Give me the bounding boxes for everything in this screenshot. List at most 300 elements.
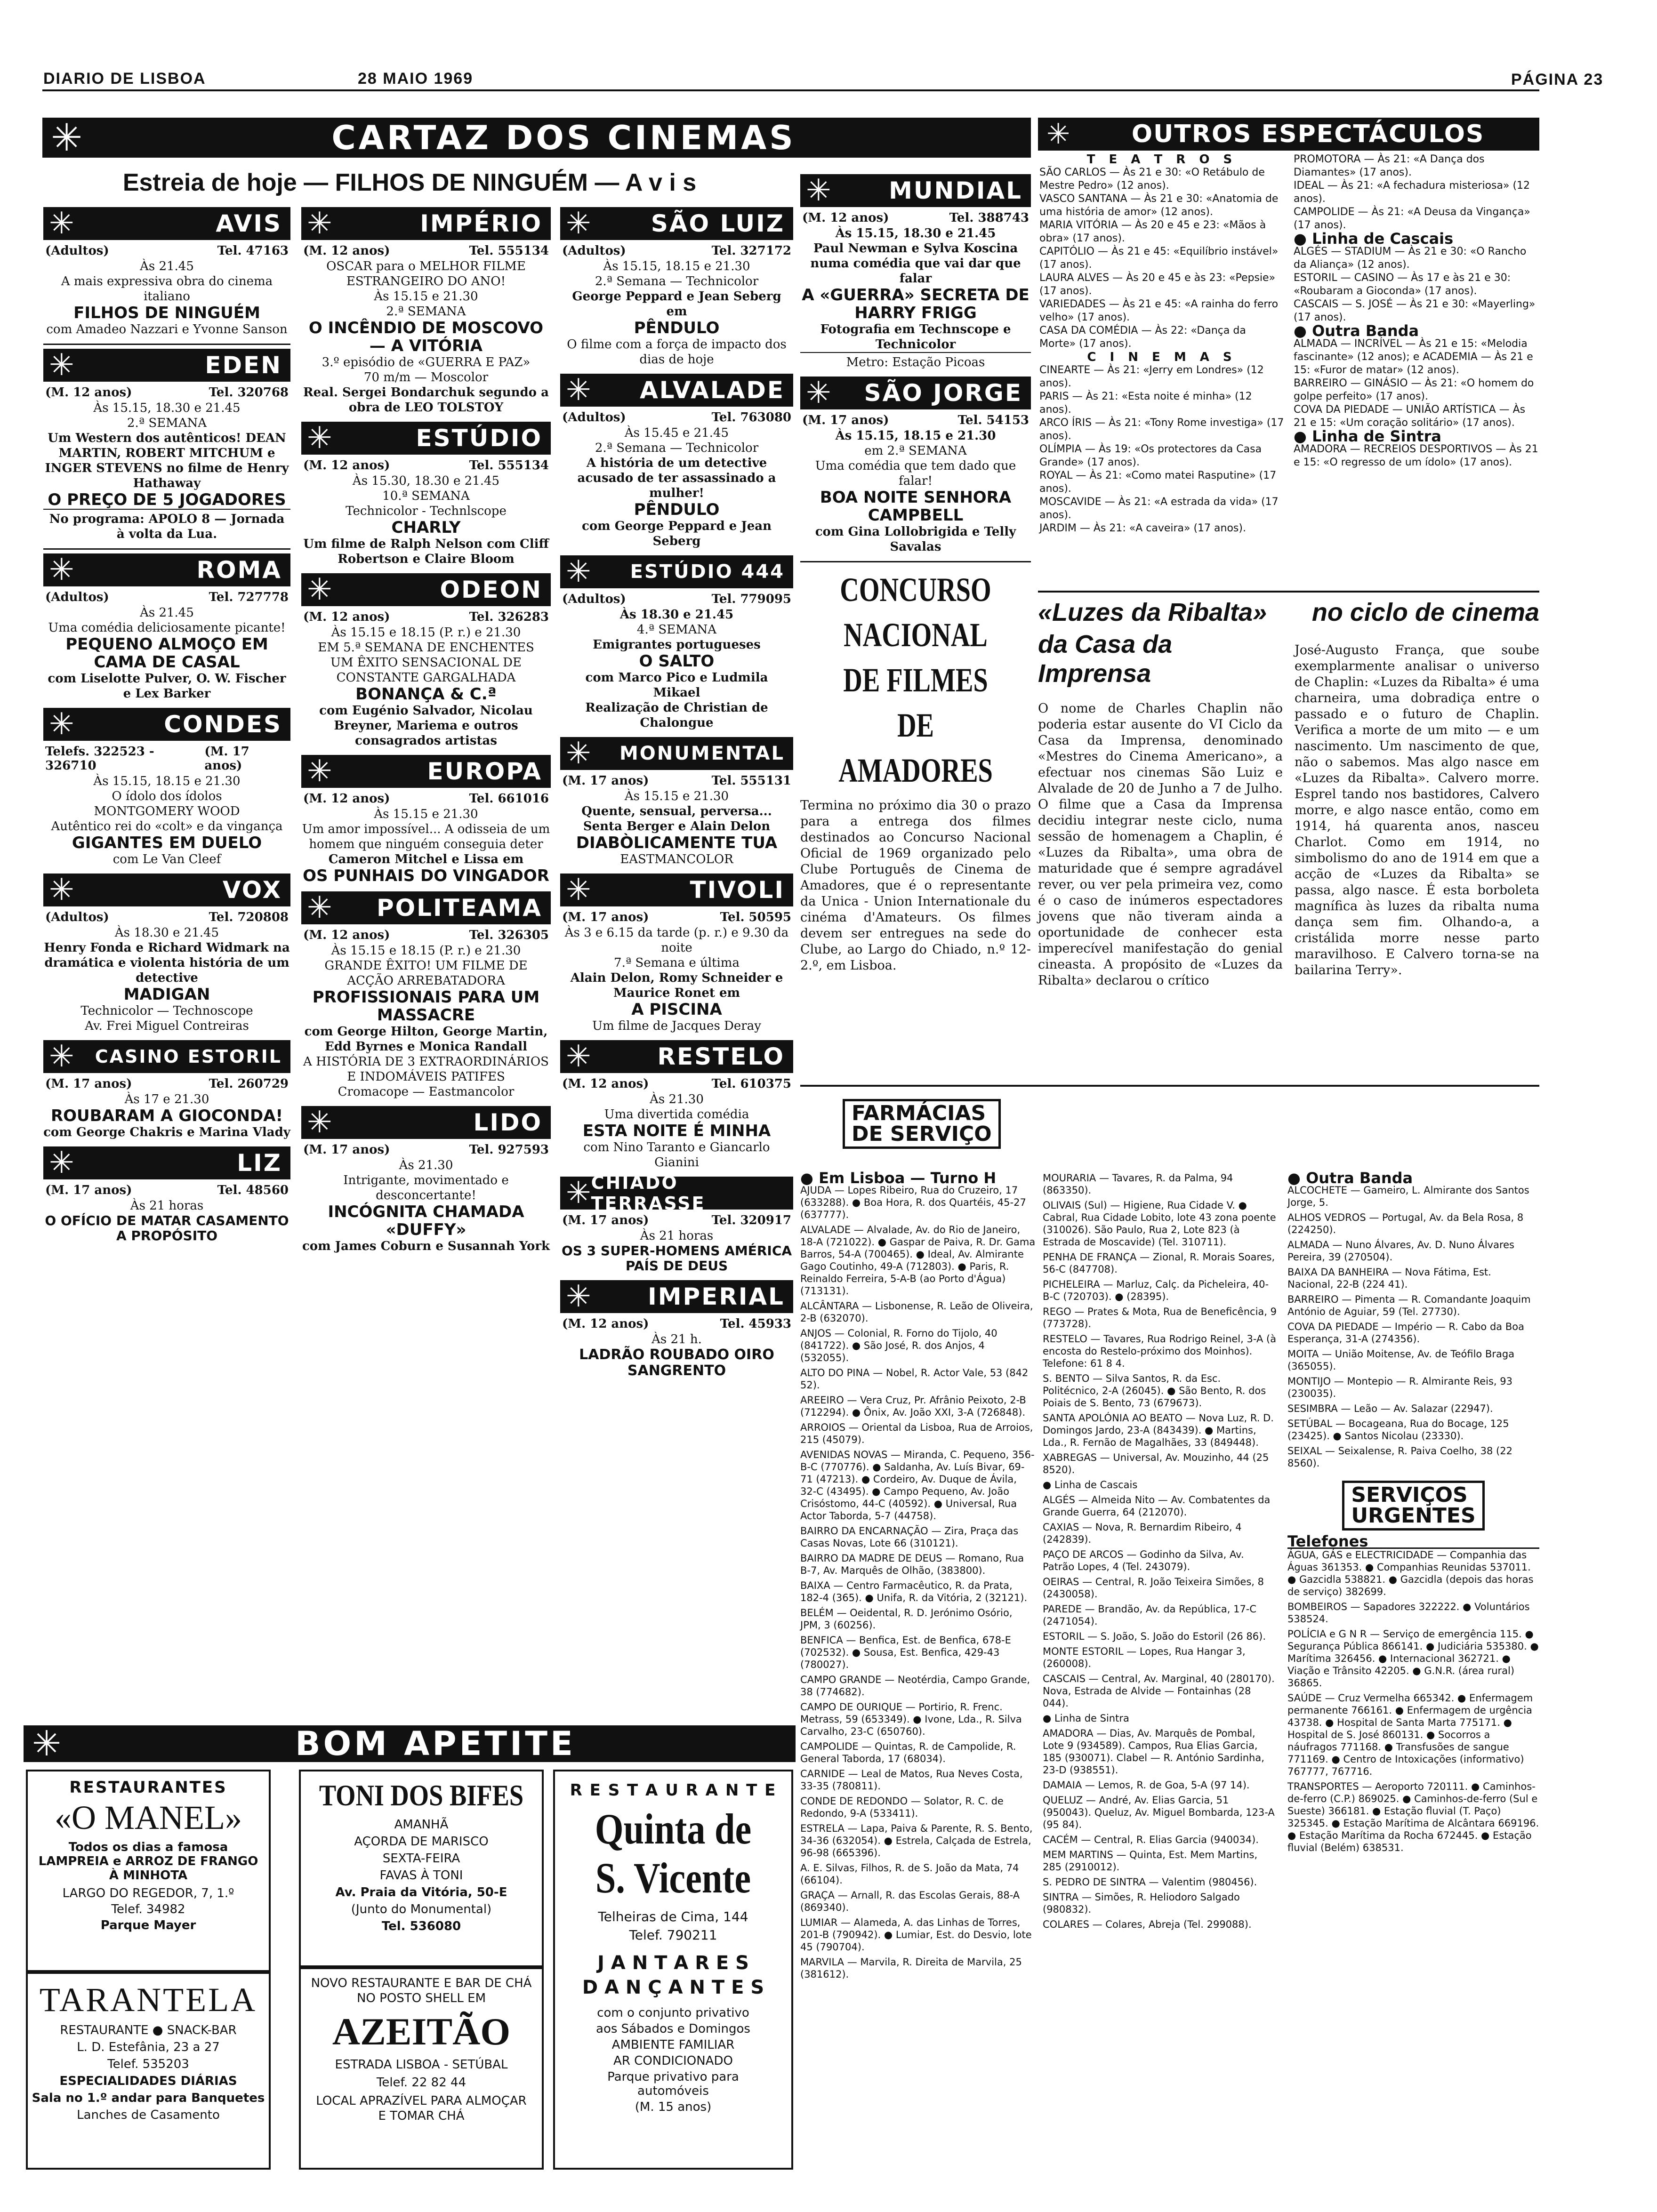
pharmacy-entry: ESTORIL — S. João, S. João do Estoril (26 86). xyxy=(1043,1631,1266,1642)
ad-line: FAVAS À TONI xyxy=(379,1868,463,1883)
pharmacy-entry: CASCAIS — Central, Av. Marginal, 40 (280170). Nova, Estrada de Alvide — Fontainhas (28 044). xyxy=(1043,1673,1275,1709)
cinema-name: MUNDIAL xyxy=(889,177,1022,204)
pharmacy-entry: CAMPO GRANDE — Neotérdia, Campo Grande, 38 (774682). xyxy=(800,1674,1030,1698)
director: Real. Sergei Bondarchuk segundo a obra de LEO TOLSTOY xyxy=(303,385,549,415)
film-title: PEQUENO ALMOÇO EM CAMA DE CASAL xyxy=(65,635,268,672)
ad-line: AR CONDICIONADO xyxy=(613,2054,733,2068)
ad-quinta-s-vicente xyxy=(553,1770,793,2170)
rating: (M. 17 anos) xyxy=(45,1077,132,1091)
emergency-list xyxy=(1287,1549,1539,1854)
cast: com George Hilton, George Martin, Edd Byrnes e Monica Randall xyxy=(304,1025,548,1054)
bom-apetite-banner xyxy=(24,1725,796,1762)
pharmacy-entry: ● Linha de Cascais xyxy=(1043,1479,1138,1491)
showtimes: Às 21 h. xyxy=(652,1332,702,1346)
phone: Telef. 790211 xyxy=(629,1927,717,1943)
asterisk-icon: ✳ xyxy=(49,348,74,383)
cinema-name: IMPÉRIO xyxy=(420,210,542,237)
concurso-body: Termina no próximo dia 30 o prazo para a entrega dos filmes destinados ao Concurso Nacional Oficial de 1969 organizado pelo Clube Português de Cinema de Amadores, que é o representante da Unica - Union Internationale du cinéma d'Amateurs. Os filmes devem ser entregues na sede do Clube, ao Largo do Chiado, n.º 12-2.º, em Lisboa. xyxy=(800,798,1031,973)
blurb: A história de um detective acusado de ter assassinado a mulher! xyxy=(577,456,776,500)
pharmacy-entry: BAIXA DA BANHEIRA — Nova Fátima, Est. Nacional, 22-B (224 41). xyxy=(1287,1266,1491,1290)
blurb: A mais expressiva obra do cinema italiano xyxy=(61,274,273,304)
blurb: UM ÊXITO SENSACIONAL DE CONSTANTE GARGALHADA xyxy=(330,656,522,685)
film-title: ROUBARAM A GIOCONDA! xyxy=(50,1106,283,1125)
emergency-entry: ÁGUA, GÁS e ELECTRICIDADE — Companhia das Águas 361353. ● Companhias Reunidas 537011. ● Gazcidla 538821. ● Gazcidla (depois das horas de serviço) 382699. xyxy=(1287,1549,1534,1597)
article-body-left: O nome de Charles Chaplin não poderia estar ausente do VI Ciclo da Casa da Imprensa, denominado «Mestres do Cinema Americano», a efectuar nos cinemas São Luiz e Alvalade de 20 de Junho a 7 de Julho. O filme que a Casa da Imprensa decidiu integrar neste ciclo, numa sessão de homenagem a Chaplin, é «Luzes da Ribalta», uma obra de maturidade que é sempre agradável rever, ou ver pela primeira vez, como é o caso de inúmeros espectadores jovens que não tiveram ainda a oportunidade de conhecer esta imperecível manifestação do genial cineasta. A propósito de «Luzes da Ribalta» declarou o crítico xyxy=(1038,701,1283,988)
rating: (Adultos) xyxy=(45,244,109,258)
rating: (M. 12 anos) xyxy=(303,458,390,473)
cinema-lido xyxy=(301,1106,551,1254)
cast: com James Coburn e Susannah York xyxy=(302,1239,550,1253)
phone: Tel. 48560 xyxy=(217,1183,289,1197)
teatro-entry: CASA DA COMÉDIA — Às 22: «Dança da Morte» (17 anos). xyxy=(1039,325,1246,350)
luzes-article xyxy=(1038,598,1539,1002)
phone: Tel. 45933 xyxy=(720,1317,791,1331)
blurb: Emigrantes portugueses xyxy=(593,638,761,652)
ad-line: RESTAURANTE ● SNACK-BAR xyxy=(60,2023,237,2037)
phone: Tel. 763080 xyxy=(711,410,791,425)
asterisk-icon: ✳ xyxy=(307,206,332,241)
article-title-b: no ciclo de cinema xyxy=(1311,598,1539,626)
cinema-entry: AMADORA — RECREIOS DESPORTIVOS — Às 21 e 15: «O regresso de um ídolo» (17 anos). xyxy=(1294,443,1538,468)
pharmacy-list xyxy=(1043,1172,1278,1931)
asterisk-icon: ✳ xyxy=(307,421,332,456)
blurb: MONTGOMERY WOOD xyxy=(94,804,240,818)
pharmacy-entry: ARROIOS — Oriental da Lisboa, Rua de Arroios, 215 (45079). xyxy=(800,1422,1033,1445)
ad-line: Parque privativo para automóveis xyxy=(607,2070,739,2098)
cinema-name: SÃO JORGE xyxy=(864,379,1022,407)
blurb: Um amor impossível... A odisseia de um homem que ninguém conseguia deter xyxy=(302,822,550,851)
blurb: Uma comédia deliciosamente picante! xyxy=(48,621,286,635)
cinema-imperio xyxy=(301,207,551,415)
showtimes: Às 21 horas xyxy=(640,1229,714,1243)
emergency-entry: BOMBEIROS — Sapadores 322222. ● Voluntários 538524. xyxy=(1287,1601,1530,1625)
asterisk-icon: ✳ xyxy=(566,1279,591,1314)
film-title: PÊNDULO xyxy=(634,319,720,337)
cinema-entry: PARIS — Às 21: «Esta noite é minha» (12 anos). xyxy=(1039,391,1252,416)
pharmacy-entry: AREEIRO — Vera Cruz, Pr. Afrânio Peixoto, 2-B (712294). ● Ônix, Av. João XXI, 3-A (726848). xyxy=(800,1395,1026,1418)
emergency-entry: SAÚDE — Cruz Vermelha 665342. ● Enfermagem permanente 766161. ● Enfermagem de urgência 43738. ● Hospital de Santa Marta 775171. ● Hospital de S. José 860131. ● Socorros a náufragos 771168. ● Transfusões de sangue 771169. ● Centro de Intoxicações (informativo) 767777, 767716. xyxy=(1287,1692,1533,1777)
film-title: A «GUERRA» SECRETA DE HARRY FRIGG xyxy=(802,286,1030,322)
farmacias-col-1 xyxy=(800,1169,1036,1983)
concurso-notice xyxy=(800,567,1031,974)
pharmacy-entry: ALVALADE — Alvalade, Av. do Rio de Janeiro, 18-A (721022). ● Gaspar de Paiva, R. Dr. Gama Barros, 54-A (700465). ● Ideal, Av. Almirante Gago Coutinho, 49-A (712803). ● Paris, R. Reinaldo Ferreira, 5-A-B (ao Porto d'Água) (713131). xyxy=(800,1224,1036,1297)
pharmacy-entry: ALHOS VEDROS — Portugal, Av. da Bela Rosa, 8 (224250). xyxy=(1287,1212,1524,1235)
rating: (Adultos) xyxy=(562,410,626,425)
cinema-name: CONDES xyxy=(164,711,282,738)
cinema-entry: ARCO ÍRIS — Às 21: «Tony Rome investiga» (17 anos). xyxy=(1039,417,1284,442)
rating: (M. 12 anos) xyxy=(802,211,889,225)
pharmacy-entry: CAMPOLIDE — Quintas, R. de Campolide, R. General Taborda, 17 (68034). xyxy=(800,1741,1016,1764)
cinema-name: ODEON xyxy=(440,576,542,603)
phone: Tel. 47163 xyxy=(217,244,289,258)
showtimes: Às 15.15, 18.30 e 21.45 xyxy=(93,401,241,415)
phone: Telef. 535203 xyxy=(107,2057,189,2071)
issue-date: 28 MAIO 1969 xyxy=(358,70,474,88)
cast: com Liselotte Pulver, O. W. Fischer e Lex Barker xyxy=(48,672,286,701)
address: Telheiras de Cima, 144 xyxy=(598,1909,748,1924)
pharmacy-entry: OEIRAS — Central, R. João Teixeira Simões, 8 (2430058). xyxy=(1043,1576,1264,1600)
blurb: A HISTÓRIA DE 3 EXTRAORDINÁRIOS E INDOMÁVEIS PATIFES xyxy=(303,1055,549,1084)
pharmacy-entry: CACÉM — Central, R. Elias Garcia (940034). xyxy=(1043,1834,1259,1845)
asterisk-icon: ✳ xyxy=(566,206,591,241)
pharmacy-entry: CAXIAS — Nova, R. Bernardim Ribeiro, 4 (242839). xyxy=(1043,1522,1242,1545)
showtimes: Às 15.15 e 18.15 (P. r.) e 21.30 xyxy=(331,944,521,958)
cinema-tivoli xyxy=(560,874,793,1034)
cinema-name: TIVOLI xyxy=(690,876,785,904)
phone: Tel. 555131 xyxy=(711,774,791,788)
asterisk-icon: ✳ xyxy=(566,554,591,589)
cinema-entry: ROYAL — Às 21: «Como matei Rasputine» (17 anos). xyxy=(1039,470,1277,495)
pharmacy-entry: SESIMBRA — Leão — Av. Salazar (22947). xyxy=(1287,1403,1493,1414)
restaurant-name: Quinta de S. Vicente xyxy=(595,1805,752,1902)
pharmacy-entry: PICHELEIRA — Marluz, Calç. da Picheleira, 40-B-C (720703). ● (28395). xyxy=(1043,1279,1269,1302)
cast: com Le Van Cleef xyxy=(113,852,221,866)
ad-line: AMANHÃ xyxy=(394,1818,449,1832)
film-title: MADIGAN xyxy=(123,985,210,1004)
rating: (M. 12 anos) xyxy=(303,244,390,258)
phone: Tel. 320917 xyxy=(711,1213,791,1227)
cartaz-banner xyxy=(42,118,1031,158)
rating: (M. 12 anos) xyxy=(303,928,390,942)
film-title: O PREÇO DE 5 JOGADORES xyxy=(48,490,286,509)
blurb: O ídolo dos ídolos xyxy=(112,789,222,803)
cinema-monumental xyxy=(560,737,793,867)
phone: Tel. 54153 xyxy=(957,413,1029,427)
rating: (M. 17 anos) xyxy=(562,1213,649,1227)
ad-line: (Junto do Monumental) xyxy=(351,1902,492,1916)
ad-line: com o conjunto privativo xyxy=(597,2006,749,2020)
header-rule xyxy=(42,89,1539,91)
outros-banner xyxy=(1038,118,1539,151)
pharmacy-list xyxy=(800,1184,1036,1980)
pharmacy-entry: AVENIDAS NOVAS — Miranda, C. Pequeno, 356-B-C (770776). ● Saldanha, Av. Luís Bivar, 69-71 (47213). ● Cordeiro, Av. Duque de Ávila, 32-C (43495). ● Campo Pequeno, Av. João Crisóstomo, 44-C (40592). ● Universal, Rua Actor Taborda, 5-7 (44758). xyxy=(800,1449,1035,1522)
address: Av. Frei Miguel Contreiras xyxy=(85,1019,249,1033)
pharmacy-entry: PAÇO DE ARCOS — Godinho da Silva, Av. Patrão Lopes, 4 (Tel. 243079). xyxy=(1043,1549,1244,1572)
rating: (M. 17 anos) xyxy=(802,413,889,427)
pharmacy-entry: S. PEDRO DE SINTRA — Valentim (980456). xyxy=(1043,1876,1257,1888)
rating: (M. 17 anos) xyxy=(204,745,249,773)
rating: (Adultos) xyxy=(562,244,626,258)
phone: Tel. 388743 xyxy=(949,211,1029,225)
blurb: Uma comédia que tem dado que falar! xyxy=(815,459,1016,488)
cinema-entry: ALMADA — INCRÍVEL — Às 21 e 15: «Melodia fascinante» (12 anos); e ACADEMIA — Às 21 e 15: «Furor de matar» (12 anos). xyxy=(1294,338,1533,376)
address: L. D. Estefânia, 23 a 27 xyxy=(77,2040,220,2054)
showtimes: Às 15.15, 18.30 e 21.45 xyxy=(835,226,996,240)
rating: (Adultos) xyxy=(45,910,109,924)
showtimes: Às 15.15, 18.15 e 21.30 xyxy=(603,259,750,273)
pharmacy-entry: BARREIRO — Pimenta — R. Comandante Joaquim António de Aguiar, 59 (Tel. 27730). xyxy=(1287,1294,1531,1317)
week: 4.ª SEMANA xyxy=(636,623,717,637)
pharmacy-list xyxy=(1287,1184,1539,1469)
cinema-casino-estoril xyxy=(43,1040,290,1140)
blurb: Intrigante, movimentado e desconcertante! xyxy=(343,1173,509,1202)
teatro-entry: MARIA VITÓRIA — Às 20 e 45 e 23: «Mãos à obra» (17 anos). xyxy=(1039,219,1266,244)
format: Fotografia em Technscope e Technicolor xyxy=(820,322,1011,352)
rating: (M. 12 anos) xyxy=(303,792,390,806)
linha-sintra-heading: ● Linha de Sintra xyxy=(1294,427,1441,445)
blurb: OSCAR para o MELHOR FILME ESTRANGEIRO DO ANO! xyxy=(326,259,526,289)
cinema-estudio-444 xyxy=(560,555,793,730)
page-number: PÁGINA 23 xyxy=(1511,71,1604,88)
ad-line: NOVO RESTAURANTE E BAR DE CHÁ NO POSTO SHELL EM xyxy=(311,1976,532,2005)
cinema-name: ESTÚDIO xyxy=(416,425,542,452)
phone: Tel. 326283 xyxy=(469,610,549,624)
cinema-name: LIZ xyxy=(237,1149,282,1177)
ad-line: LOCAL APRAZÍVEL PARA ALMOÇAR E TOMAR CHÁ xyxy=(316,2094,527,2123)
week: 2.ª Semana — Technicolor xyxy=(595,274,759,289)
cinema-entry: CAMPOLIDE — Às 21: «A Deusa da Vingança» (17 anos). xyxy=(1294,206,1530,231)
film-title: LADRÃO ROUBADO OIRO SANGRENTO xyxy=(579,1346,774,1379)
pharmacy-entry: AMADORA — Dias, Av. Marquês de Pombal, Lote 9 (934589). Campos, Rua Elias Garcia, 185 (930071). Clabel — R. António Sardinha, 23-D (938551). xyxy=(1043,1728,1264,1776)
pharmacy-entry: PAREDE — Brandão, Av. da República, 17-C (2471054). xyxy=(1043,1603,1257,1627)
phone: Tel. 927593 xyxy=(469,1143,549,1157)
asterisk-icon: ✳ xyxy=(1046,118,1070,151)
cinema-alvalade xyxy=(560,374,793,549)
pharmacy-entry: COVA DA PIEDADE — Império — R. Cabo da Boa Esperança, 31-A (274356). xyxy=(1287,1321,1524,1345)
rating: (M. 12 anos) xyxy=(562,1317,649,1331)
cinema-roma xyxy=(43,553,290,701)
cinema-column-2 xyxy=(301,207,551,1260)
showtimes: Às 15.15 e 21.30 xyxy=(374,807,478,821)
cast: com George Chakris e Marina Vlady xyxy=(43,1125,290,1139)
article-title-c: da Casa da Imprensa xyxy=(1038,630,1173,688)
showtimes: Às 21 horas xyxy=(130,1199,204,1213)
format: Technicolor — Technoscope xyxy=(80,1004,253,1018)
director: Um filme de Jacques Deray xyxy=(592,1019,761,1033)
cinema-avis xyxy=(43,207,290,337)
phone: Tel. 320768 xyxy=(209,385,289,400)
film-title: A PISCINA xyxy=(631,1000,722,1019)
emergency-entry: POLÍCIA e G N R — Serviço de emergência 115. ● Segurança Pública 866141. ● Judiciária 535380. ● Marítima 326456. ● Internacional 362721. ● Viação e Trânsito 42205. ● G.N.R. (área rural) 36865. xyxy=(1287,1628,1539,1689)
pharmacy-entry: SEIXAL — Seixalense, R. Paiva Coelho, 38 (22 8560). xyxy=(1287,1445,1512,1469)
showtimes: Às 15.30, 18.30 e 21.45 xyxy=(352,474,500,488)
teatro-entry: SÃO CARLOS — Às 21 e 30: «O Retábulo de Mestre Pedro» (12 anos). xyxy=(1039,167,1265,192)
film-title: ESTA NOITE É MINHA xyxy=(582,1122,771,1140)
pharmacy-entry: AJUDA — Lopes Ribeiro, Rua do Cruzeiro, 17 (633288). ● Boa Hora, R. dos Quartéis, 45-27 (637777). xyxy=(800,1185,1026,1220)
cinema-name: EDEN xyxy=(205,352,282,379)
lisboa-turno-heading: ● Em Lisboa — Turno H xyxy=(800,1169,997,1187)
cinema-name: EUROPA xyxy=(427,758,542,785)
cast: com Amadeo Nazzari e Yvonne Sanson xyxy=(46,322,288,337)
cinema-column-4 xyxy=(800,174,1031,980)
format: 70 m/m — Moscolor xyxy=(363,370,489,385)
pharmacy-entry: ALMADA — Nuno Álvares, Av. D. Nuno Álvares Pereira, 39 (270504). xyxy=(1287,1239,1514,1263)
pharmacy-entry: BENFICA — Benfica, Est. de Benfica, 678-E (702532). ● Sousa, Est. Benfica, 429-43 (780027). xyxy=(800,1635,1011,1670)
concurso-title: CONCURSO NACIONAL DE FILMES DE AMADORES xyxy=(838,571,993,789)
pharmacy-entry: CAMPO DE OURIQUE — Portirio, R. Frenc. Metrass, 59 (653349). ● Ivone, Lda., R. Silva Carvalho, 23-C (650760). xyxy=(800,1701,1022,1737)
showtimes: Às 15.15 e 18.15 (P. r.) e 21.30 xyxy=(331,625,521,640)
program-note: No programa: APOLO 8 — Jornada à volta da Lua. xyxy=(43,509,290,542)
week: 10.ª SEMANA xyxy=(382,489,470,503)
note: 3.º episódio de «GUERRA E PAZ» xyxy=(322,355,531,369)
asterisk-icon: ✳ xyxy=(566,1039,591,1074)
film-title: CHARLY xyxy=(391,518,461,537)
blurb: Um Western dos autênticos! DEAN MARTIN, ROBERT MITCHUM e INGER STEVENS no filme de Henry Hathaway xyxy=(45,431,289,490)
asterisk-icon: ✳ xyxy=(566,1176,591,1210)
rating: (M. 17 anos) xyxy=(562,774,649,788)
week: em 2.ª SEMANA xyxy=(864,444,967,458)
pharmacy-entry: ALCOCHETE — Gameiro, L. Almirante dos Santos Jorge, 5. xyxy=(1287,1185,1529,1208)
pharmacy-entry: BAIRRO DA MADRE DE DEUS — Romano, Rua B-7, Av. Marquês de Olhão, (383800). xyxy=(800,1553,1024,1576)
phone: Tel. 50595 xyxy=(720,910,791,924)
pharmacy-entry: SANTA APOLÓNIA AO BEATO — Nova Luz, R. D. Domingos Jardo, 23-A (843439). ● Martins, Lda., R. Fernão de Magalhães, 33 (849448). xyxy=(1043,1412,1274,1448)
farmacias-title-a: FARMÁCIAS xyxy=(852,1101,986,1125)
ad-line: D A N Ç A N T E S xyxy=(582,1977,764,1998)
showtimes: Às 18.30 e 21.45 xyxy=(114,926,219,940)
pharmacy-entry: ● Linha de Sintra xyxy=(1043,1713,1129,1724)
showtimes: Às 18.30 e 21.45 xyxy=(619,608,734,622)
pharmacy-entry: LUMIAR — Alameda, A. das Linhas de Torres, 201-B (790942). ● Lumiar, Est. do Desvio, lote 45 (790704). xyxy=(800,1917,1032,1953)
phone: Tel. 661016 xyxy=(469,792,549,806)
cast: com George Peppard e Jean Seberg xyxy=(581,519,772,548)
cinema-entry: OLÍMPIA — Às 19: «Os protectores da Casa Grande» (17 anos). xyxy=(1039,443,1262,468)
asterisk-icon: ✳ xyxy=(49,206,74,241)
asterisk-icon: ✳ xyxy=(49,1039,74,1074)
pharmacy-entry: MONTE ESTORIL — Lopes, Rua Hangar 3, (260008). xyxy=(1043,1646,1246,1669)
outra-banda-heading: ● Outra Banda xyxy=(1294,322,1419,340)
teatro-entry: LAURA ALVES — Às 20 e 45 e às 23: «Pepsie» (17 anos). xyxy=(1039,272,1276,297)
restaurant-name: «O MANEL» xyxy=(55,1799,242,1836)
blurb: GRANDE ÊXITO! UM FILME DE ACÇÃO ARREBATADORA xyxy=(324,959,528,988)
telefones-heading: Telefones xyxy=(1287,1535,1539,1549)
outros-left-column xyxy=(1039,153,1284,535)
cinema-name: CASINO ESTORIL xyxy=(95,1046,282,1067)
cinema-odeon xyxy=(301,573,551,748)
cartaz-title: CARTAZ DOS CINEMAS xyxy=(331,118,796,157)
blurb: Henry Fonda e Richard Widmark na dramática e violenta história de um detective xyxy=(44,941,290,985)
blurb: O filme com a força de impacto dos dias de hoje xyxy=(567,337,787,367)
cinema-name: IMPERIAL xyxy=(648,1283,785,1310)
film-title: INCÓGNITA CHAMADA «DUFFY» xyxy=(328,1202,524,1239)
rating: (M. 17 anos) xyxy=(562,910,649,924)
pharmacy-entry: MOURARIA — Tavares, R. da Palma, 94 (863350). xyxy=(1043,1172,1233,1196)
cinema-name: LIDO xyxy=(473,1109,542,1136)
asterisk-icon: ✳ xyxy=(307,572,332,607)
ad-line: Parque Mayer xyxy=(100,1918,196,1932)
film-title: FILHOS DE NINGUÉM xyxy=(73,304,260,322)
phone: Tel. 555134 xyxy=(469,458,549,473)
ad-heading: RESTAURANTES xyxy=(69,1778,227,1797)
blurb: Uma divertida comédia xyxy=(604,1107,749,1122)
outra-banda-heading: ● Outra Banda xyxy=(1287,1169,1413,1187)
outros-title: OUTROS ESPECTÁCULOS xyxy=(1131,120,1485,148)
cinema-name: ALVALADE xyxy=(640,377,785,404)
pharmacy-entry: ALCÂNTARA — Lisbonense, R. Leão de Oliveira, 2-B (632070). xyxy=(800,1300,1033,1324)
film-title: OS PUNHAIS DO VINGADOR xyxy=(303,866,549,885)
cinema-estudio xyxy=(301,422,551,567)
ad-line: Todos os dias a famosa LAMPREIA e ARROZ DE FRANGO À MINHOTA xyxy=(38,1840,258,1883)
director: Realização de Christian de Chalongue xyxy=(585,701,768,730)
teatro-entry: CAPITÓLIO — Às 21 e 45: «Equilíbrio instável» (17 anos). xyxy=(1039,246,1279,271)
cinema-name: POLITEAMA xyxy=(376,894,542,922)
showtimes: Às 21.45 xyxy=(140,259,194,273)
pharmacy-entry: DAMAIA — Lemos, R. de Goa, 5-A (97 14). xyxy=(1043,1779,1250,1791)
farmacias-col-3 xyxy=(1287,1169,1539,1857)
pharmacy-entry: ESTRELA — Lapa, Paiva & Parente, R. S. Bento, 34-36 (632054). ● Estrela, Calçada de Estrela, 96-98 (665396). xyxy=(800,1823,1033,1859)
cinema-name: SÃO LUIZ xyxy=(651,210,785,237)
showtimes: Às 21.45 xyxy=(140,606,194,620)
film-title: O SALTO xyxy=(639,652,715,671)
rating: (M. 12 anos) xyxy=(45,385,132,400)
blurb: Quente, sensual, perversa... Senta Berger e Alain Delon xyxy=(581,804,772,834)
divider xyxy=(800,561,1031,562)
pharmacy-entry: ALTO DO PINA — Nobel, R. Actor Vale, 53 (842 52). xyxy=(800,1367,1029,1391)
asterisk-icon: ✳ xyxy=(49,553,74,587)
showtimes: Às 15.15, 18.15 e 21.30 xyxy=(93,774,241,788)
pharmacy-entry: MARVILA — Marvila, R. Direita de Marvila, 25 (381612). xyxy=(800,1956,1022,1980)
pharmacy-entry: A. E. Silvas, Filhos, R. de S. João da Mata, 74 (66104). xyxy=(800,1862,1019,1886)
film-title: PÊNDULO xyxy=(634,500,720,519)
pharmacy-entry: GRAÇA — Arnall, R. das Escolas Gerais, 88-A (869340). xyxy=(800,1890,1020,1913)
cinema-entry: CINEARTE — Às 21: «Jerry em Londres» (12 anos). xyxy=(1039,364,1264,389)
cinema-chiado-terrasse xyxy=(560,1172,793,1274)
phone: Tel. 326305 xyxy=(469,928,549,942)
asterisk-icon: ✳ xyxy=(32,1725,62,1762)
pharmacy-entry: OLIVAIS (Sul) — Higiene, Rua Cidade V. ● Cabral, Rua Cidade Lobito, lote 43 zona poente (310026). São Paulo, Rua 2, Lote 823 (à Estrada de Moscavide) (Tel. 310711). xyxy=(1043,1200,1276,1248)
emergency-entry: TRANSPORTES — Aeroporto 720111. ● Caminhos-de-ferro (C.P.) 869025. ● Caminhos-de-ferro (Sul e Sueste) 366181. ● Estação fluvial (T. Paço) 325345. ● Estação Marítima de Alcântara 669196. ● Estação Marítima da Rocha 672445. ● Estação fluvial (Belém) 638531. xyxy=(1287,1781,1539,1853)
week: 2.ª SEMANA xyxy=(127,416,207,430)
film-title: BOA NOITE SENHORA CAMPBELL xyxy=(820,488,1012,525)
ad-heading: R E S T A U R A N T E xyxy=(570,1781,777,1800)
pharmacy-entry: QUELUZ — André, Av. Elias Garcia, 51 (950043). Queluz, Av. Miguel Bombarda, 123-A (95 84). xyxy=(1043,1795,1275,1830)
asterisk-icon: ✳ xyxy=(49,1146,74,1180)
pharmacy-entry: XABREGAS — Universal, Av. Mouzinho, 44 (25 8520). xyxy=(1043,1452,1269,1475)
cinema-column-1 xyxy=(43,207,290,1250)
asterisk-icon: ✳ xyxy=(307,754,332,789)
address: ESTRADA LISBOA - SETÚBAL xyxy=(335,2058,508,2072)
cinemas-heading: C I N E M A S xyxy=(1087,350,1237,364)
showtimes: Às 21.30 xyxy=(399,1158,453,1172)
phone: Tel. 536080 xyxy=(381,1919,461,1933)
cinema-entry: JARDIM — Às 21: «A caveira» (17 anos). xyxy=(1039,522,1246,534)
asterisk-icon: ✳ xyxy=(49,873,74,907)
cinema-column-3 xyxy=(560,207,793,1386)
pharmacy-entry: PENHA DE FRANÇA — Zional, R. Morais Soares, 56-C (847708). xyxy=(1043,1251,1275,1275)
cinema-name: CHIADO TERRASSE xyxy=(591,1172,706,1214)
week: 2.ª Semana — Technicolor xyxy=(595,441,759,455)
metro-note: Metro: Estação Picoas xyxy=(800,352,1031,370)
cinema-name: ESTÚDIO 444 xyxy=(630,561,785,583)
pharmacy-entry: ANJOS — Colonial, R. Forno do Tijolo, 40 (841722). ● São José, R. dos Anjos, 4 (532055). xyxy=(800,1328,997,1363)
format: EASTMANCOLOR xyxy=(620,852,733,866)
ad-line: aos Sábados e Domingos xyxy=(596,2022,750,2036)
estreia-headline: Estreia de hoje — FILHOS DE NINGUÉM — A v i s xyxy=(122,169,697,196)
film-title: GIGANTES EM DUELO xyxy=(72,834,262,852)
cinema-entry: IDEAL — Às 21: «A fechadura misteriosa» (12 anos). xyxy=(1294,180,1530,205)
film-title: BONANÇA & C.ª xyxy=(355,685,497,704)
ad-line: ESPECIALIDADES DIÁRIAS xyxy=(59,2074,237,2088)
cinema-sao-luiz xyxy=(560,207,793,367)
cinema-entry: ALGÉS — STADIUM — Às 21 e 30: «O Rancho da Aliança» (12 anos). xyxy=(1294,246,1527,271)
ad-line: J A N T A R E S xyxy=(597,1952,749,1974)
outros-bottom-rule xyxy=(1038,591,1539,593)
article-body-right: José-Augusto França, que soube exemplarmente analisar o universo de Chaplin: «Luzes da Ribalta» é uma charneira, uma dobradiça entre o passado e o futuro de Chaplin. Verifica a morte de um mito — e um nascimento. Um nascimento de que, não o sabemos. Mas algo nasce em «Luzes da Ribalta». Calvero morre. Esprel tando nos bastidores, Calvero morre, e algo nasce então, como em 1914, há quarenta anos, nasceu Charlot. Como em 1914, no simbolismo do ano de 1914 em que a acção de «Luzes da Ribalta» se passa, algo nasce. É esta borboleta magnífica às luzes da ribalta numa dança sem fim. Olhando-a, a cristálida morre nesse parto maravilhoso. E Calvero torna-se na bailarina Terry». xyxy=(1295,643,1539,978)
ad-line: SEXTA-FEIRA xyxy=(382,1851,460,1866)
cinema-entry: CASCAIS — S. JOSÉ — Às 21 e 30: «Mayerling» (17 anos). xyxy=(1294,298,1536,323)
blurb: Autêntico rei do «colt» e da vingança xyxy=(51,819,283,834)
showtimes: Às 3 e 6.15 da tarde (p. r.) e 9.30 da noite xyxy=(564,926,789,955)
week: 2.ª SEMANA xyxy=(386,305,466,319)
teatro-entry: VARIEDADES — Às 21 e 45: «A rainha do ferro velho» (17 anos). xyxy=(1039,298,1279,323)
cinema-entry: COVA DA PIEDADE — UNIÃO ARTÍSTICA — Às 21 e 15: «Um coração solitário» (17 anos). xyxy=(1294,404,1526,429)
cast: George Peppard e Jean Seberg em xyxy=(572,289,781,319)
pharmacy-entry: COLARES — Colares, Abreja (Tel. 299088). xyxy=(1043,1919,1252,1930)
article-title-a: «Luzes da Ribalta» xyxy=(1038,598,1267,626)
ad-line: (M. 15 anos) xyxy=(635,2100,712,2114)
format: Technicolor - Technlscope xyxy=(346,504,507,518)
cinema-name: AVIS xyxy=(216,210,282,237)
pharmacy-entry: BELÉM — Oeidental, R. D. Jerónimo Osório, JPM, 3 (60256). xyxy=(800,1607,1013,1631)
